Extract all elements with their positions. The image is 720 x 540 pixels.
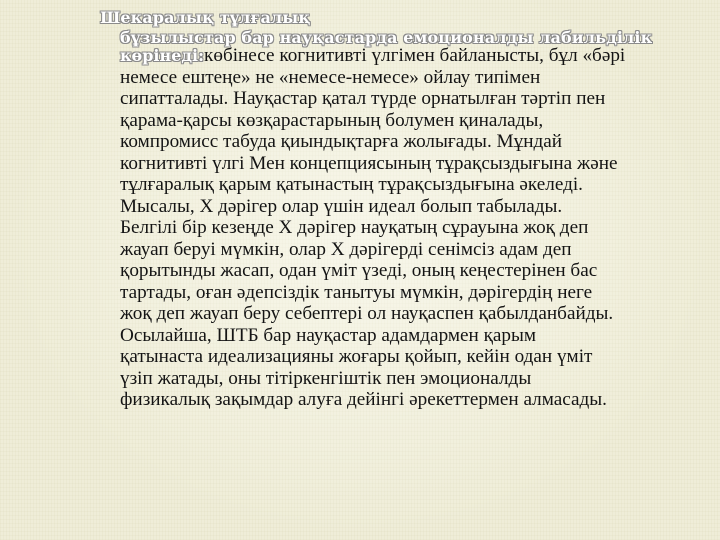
body-line: тұлғаралық қарым қатынастың тұрақсыздығына әкеледі. — [120, 174, 583, 195]
body-line: жоқ деп жауап беру себептері ол науқаспен қабылданбайды. — [120, 303, 614, 324]
body-line: жауап беруі мүмкін, олар Х дәрігерді сенімсіз адам деп — [120, 238, 572, 260]
heading-line-3: көрінеді: — [120, 46, 205, 65]
body-line: Мысалы, Х дәрігер олар үшін идеал болып табылады. — [120, 195, 563, 217]
body-paragraph — [120, 45, 700, 411]
body-line: қорытынды жасап, одан үміт үзеді, оның кеңестерінен бас — [120, 260, 598, 281]
body-line: когнитивті үлгі Мен концепциясының тұрақсыздығына және — [120, 152, 618, 174]
body-line: Осылайша, ШТБ бар науқастар адамдармен қарым — [120, 324, 537, 346]
body-line-first — [120, 45, 700, 67]
body-line: қатынаста идеализацияны жоғары қойып, кейін одан үміт — [120, 346, 593, 367]
heading-line-1: Шекаралық тұлғалық — [100, 8, 311, 27]
body-line: немесе ештеңе» не «немесе-немесе» ойлау типімен — [120, 66, 541, 88]
body-line: компромисс табуда қиындықтарға жолығады. Мұндай — [120, 131, 563, 152]
heading-line-2: бұзылыстар бар науқастарда емоционалды лабильділік — [120, 28, 653, 47]
body-line: физикалық зақымдар алуға дейінгі әрекеттермен алмасады. — [120, 389, 607, 410]
slide-content — [100, 8, 700, 411]
body-line: үзіп жатады, оны тітіркенгіштік пен эмоционалды — [120, 367, 532, 389]
body-line: сипатталады. Науқастар қатал түрде орнатылған тәртіп пен — [120, 88, 606, 109]
body-line: тартады, оған әдепсіздік танытуы мүмкін, дәрігердің неге — [120, 281, 593, 303]
body-line: қарама-қарсы көзқарастарының болумен қиналады, — [120, 109, 544, 131]
body-line: Белгілі бір кезеңде Х дәрігер науқатың сұрауына жоқ деп — [120, 217, 589, 238]
body-first-text: көбінесе когнитивті үлгімен байланысты, бұл «бәрі — [204, 45, 626, 66]
